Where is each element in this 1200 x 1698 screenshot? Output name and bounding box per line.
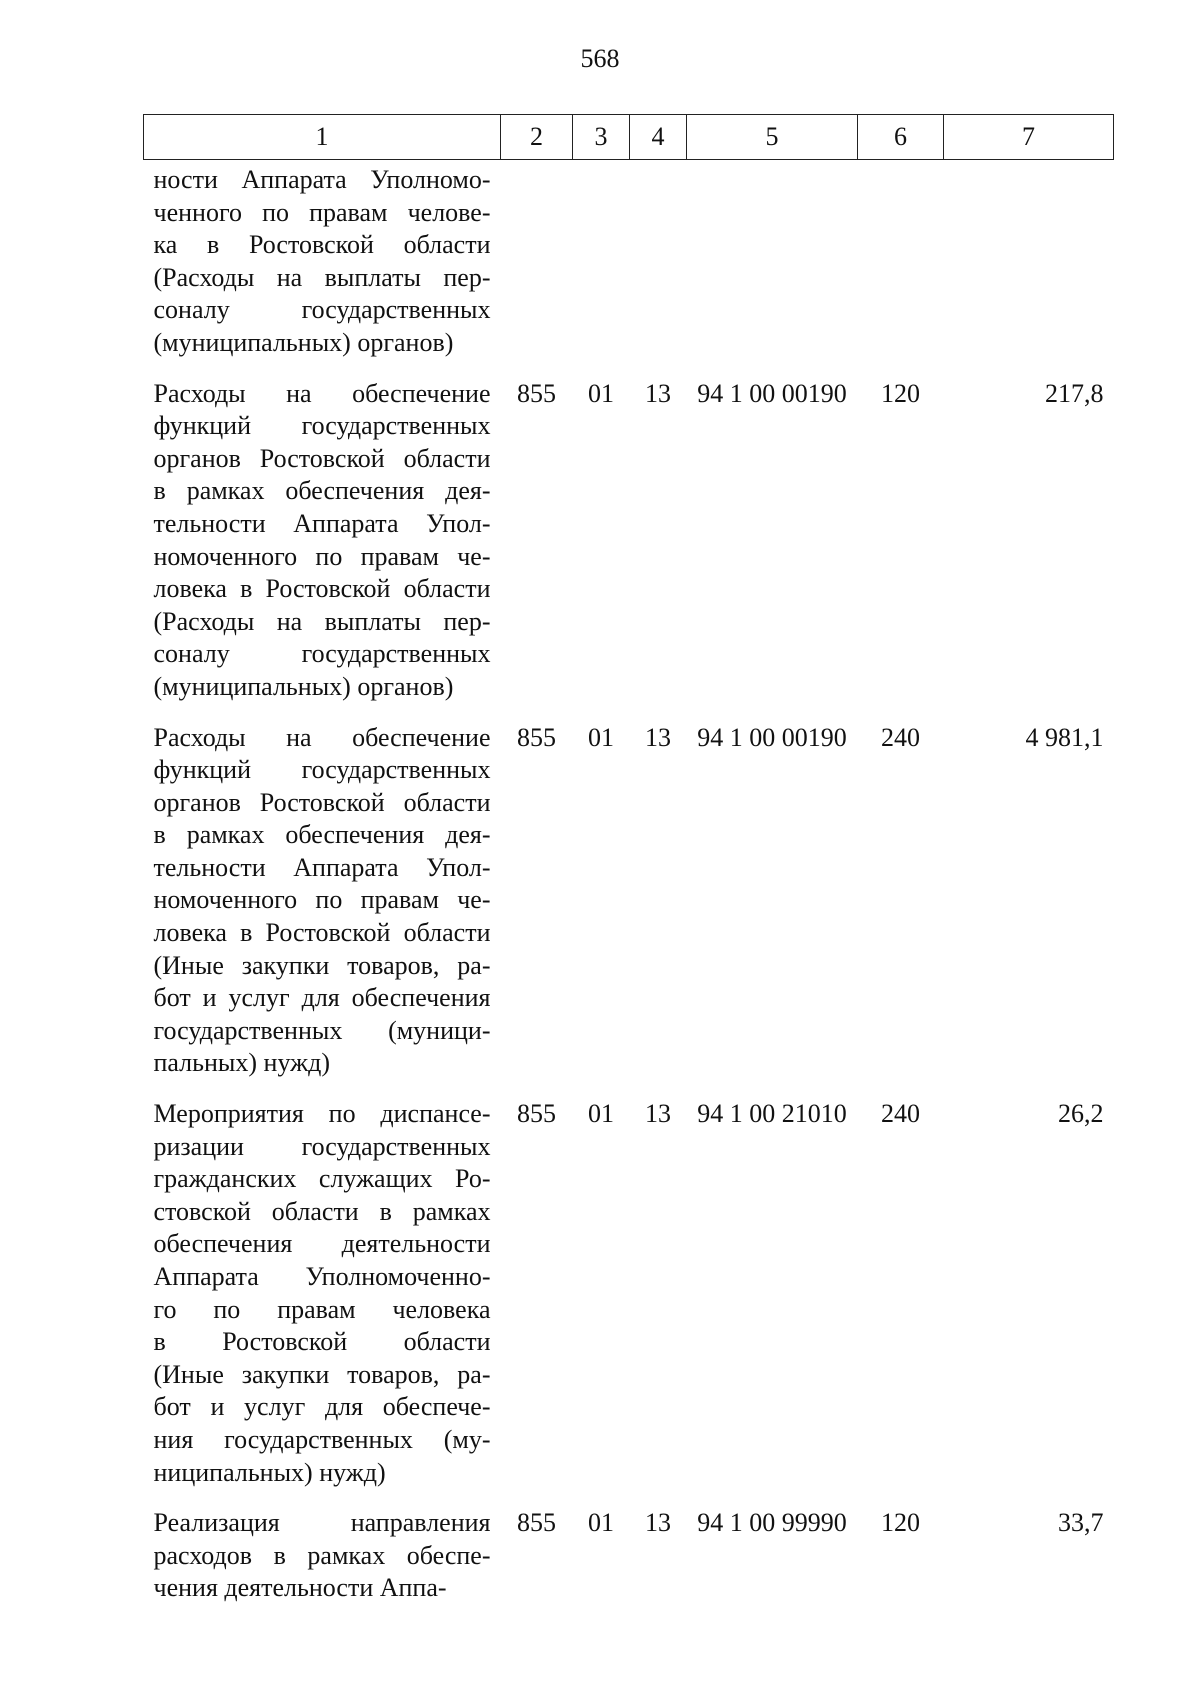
header-col-5: 5	[687, 115, 858, 160]
row-description	[144, 718, 501, 1095]
description-line: ниципальных) нужд)	[153, 1457, 386, 1487]
table-row	[144, 1094, 1114, 1503]
table-row	[144, 1503, 1114, 1619]
header-col-6: 6	[858, 115, 944, 160]
description-line: ченного по правам челове-	[153, 197, 491, 227]
description-line: номоченного по правам че-	[153, 885, 491, 915]
row-subsection-code: 13	[645, 378, 671, 408]
row-subsection-code: 13	[645, 722, 671, 752]
row-expense-type-code: 120	[881, 1508, 920, 1538]
description-line: Аппарата Уполномоченно-	[153, 1262, 491, 1291]
description-line: го по правам человека	[153, 1294, 491, 1324]
row-amount	[944, 160, 1114, 374]
row-section-code: 01	[588, 378, 614, 408]
row-amount: 4 981,1	[1025, 722, 1104, 752]
description-line: ния государственных (му-	[153, 1424, 491, 1454]
row-description	[144, 374, 501, 718]
row-ministry-code	[501, 160, 573, 374]
description-line: (Расходы на выплаты пер-	[153, 262, 491, 292]
row-expense-type-code: 240	[881, 1099, 920, 1129]
description-line: тельности Аппарата Упол-	[153, 508, 491, 538]
description-line: (Иные закупки товаров, ра-	[153, 950, 491, 980]
header-row	[144, 115, 1114, 160]
header-col-2: 2	[501, 115, 573, 160]
description-line: функций государственных	[153, 411, 491, 441]
description-line: государственных (муници-	[153, 1015, 491, 1045]
row-target-article-code: 94 1 00 99990	[697, 1508, 847, 1538]
row-expense-type-code	[858, 160, 944, 374]
page-number: 568	[580, 44, 620, 73]
row-description	[144, 1503, 501, 1619]
description-line: (Иные закупки товаров, ра-	[153, 1359, 491, 1389]
description-line: Расходы на обеспечение	[153, 722, 491, 752]
description-line: (муниципальных) органов)	[153, 327, 454, 357]
row-section-code: 01	[588, 722, 614, 752]
header-col-3: 3	[573, 115, 630, 160]
row-amount: 33,7	[1058, 1508, 1104, 1538]
description-line: функций государственных	[153, 755, 491, 785]
description-line: Расходы на обеспечение	[153, 378, 491, 408]
row-subsection-code	[630, 160, 687, 374]
description-line: органов Ростовской области	[153, 787, 491, 817]
row-amount: 217,8	[1045, 378, 1104, 408]
header-col-7: 7	[944, 115, 1114, 160]
description-line: чения деятельности Аппа-	[153, 1573, 447, 1603]
description-line: бот и услуг для обеспечения	[153, 983, 491, 1013]
header-col-4: 4	[630, 115, 687, 160]
description-line: (Расходы на выплаты пер-	[153, 606, 491, 636]
row-target-article-code: 94 1 00 00190	[697, 378, 847, 408]
header-col-1: 1	[144, 115, 501, 160]
table-row	[144, 160, 1114, 374]
row-description	[144, 1094, 501, 1503]
description-line: (муниципальных) органов)	[153, 671, 454, 701]
budget-table-container	[143, 114, 1113, 1619]
table-body	[144, 160, 1114, 1619]
row-target-article-code: 94 1 00 00190	[697, 722, 847, 752]
description-line: ловека в Ростовской области	[153, 574, 491, 604]
description-line: ловека в Ростовской области	[153, 918, 491, 948]
description-line: обеспечения деятельности	[153, 1229, 491, 1259]
row-expense-type-code: 240	[881, 722, 920, 752]
row-ministry-code: 855	[517, 722, 556, 752]
row-expense-type-code: 120	[881, 378, 920, 408]
description-line: ка в Ростовской области	[153, 230, 491, 260]
description-line: Мероприятия по диспансе-	[153, 1099, 491, 1129]
row-subsection-code: 13	[645, 1099, 671, 1129]
description-line: тельности Аппарата Упол-	[153, 852, 491, 882]
row-ministry-code: 855	[517, 1099, 556, 1129]
description-line: соналу государственных	[153, 639, 491, 669]
description-line: соналу государственных	[153, 295, 491, 325]
description-line: в рамках обеспечения дея-	[153, 476, 491, 506]
row-ministry-code: 855	[517, 1508, 556, 1538]
description-line: Реализация направления	[153, 1508, 491, 1538]
description-line: гражданских служащих Ро-	[153, 1164, 491, 1194]
table-row	[144, 374, 1114, 718]
row-target-article-code: 94 1 00 21010	[697, 1099, 847, 1129]
row-section-code: 01	[588, 1099, 614, 1129]
row-subsection-code: 13	[645, 1508, 671, 1538]
description-line: органов Ростовской области	[153, 443, 491, 473]
table-header	[144, 115, 1114, 160]
description-line: ности Аппарата Уполномо-	[153, 165, 491, 194]
description-line: расходов в рамках обеспе-	[153, 1540, 491, 1570]
description-line: номоченного по правам че-	[153, 541, 491, 571]
description-line: стовской области в рамках	[153, 1196, 491, 1226]
row-description	[144, 160, 501, 374]
table-row	[144, 718, 1114, 1095]
budget-table	[143, 114, 1114, 1619]
row-target-article-code	[687, 160, 858, 374]
description-line: в Ростовской области	[153, 1327, 491, 1357]
row-ministry-code: 855	[517, 378, 556, 408]
description-line: ризации государственных	[153, 1131, 491, 1161]
description-line: в рамках обеспечения дея-	[153, 820, 491, 850]
row-section-code: 01	[588, 1508, 614, 1538]
description-line: пальных) нужд)	[153, 1048, 330, 1078]
row-section-code	[573, 160, 630, 374]
description-line: бот и услуг для обеспече-	[153, 1392, 491, 1422]
row-amount: 26,2	[1058, 1099, 1104, 1129]
